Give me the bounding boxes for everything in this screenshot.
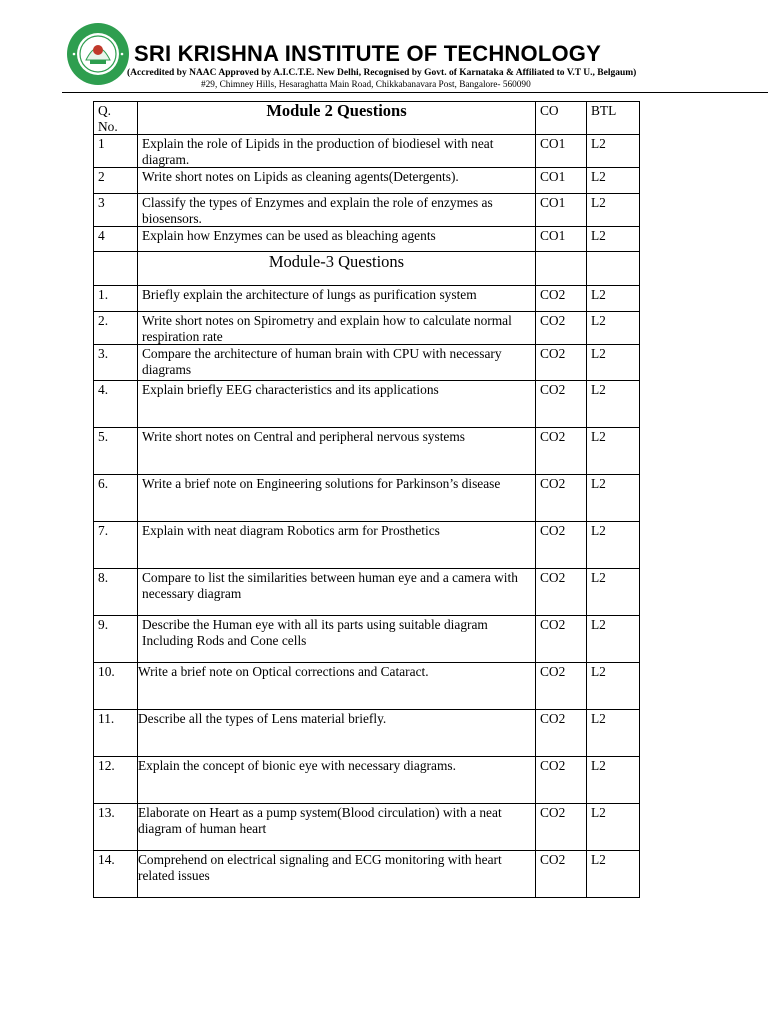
btl-value: L2 bbox=[587, 381, 640, 428]
question-number: 2. bbox=[94, 312, 138, 345]
empty-cell bbox=[536, 252, 587, 286]
question-text: Write short notes on Spirometry and explain how to calculate normal respiration rate bbox=[138, 312, 536, 345]
question-text: Explain with neat diagram Robotics arm for Prosthetics bbox=[138, 522, 536, 569]
btl-value: L2 bbox=[587, 286, 640, 312]
btl-value: L2 bbox=[587, 710, 640, 757]
btl-value: L2 bbox=[587, 312, 640, 345]
question-number: 7. bbox=[94, 522, 138, 569]
btl-value: L2 bbox=[587, 428, 640, 475]
question-text: Write short notes on Lipids as cleaning agents(Detergents). bbox=[138, 168, 536, 194]
question-number: 3 bbox=[94, 194, 138, 227]
table-row bbox=[94, 475, 640, 522]
co-value: CO1 bbox=[536, 135, 587, 168]
table-row bbox=[94, 663, 640, 710]
institute-name: SRI KRISHNA INSTITUTE OF TECHNOLOGY bbox=[134, 41, 601, 66]
empty-cell bbox=[94, 252, 138, 286]
btl-value: L2 bbox=[587, 616, 640, 663]
co-value: CO1 bbox=[536, 194, 587, 227]
empty-cell bbox=[587, 252, 640, 286]
co-value: CO2 bbox=[536, 569, 587, 616]
question-number: 14. bbox=[94, 851, 138, 898]
table-row bbox=[94, 851, 640, 898]
table-row bbox=[94, 227, 640, 252]
table-row bbox=[94, 428, 640, 475]
btl-value: L2 bbox=[587, 168, 640, 194]
module3-heading: Module-3 Questions bbox=[138, 252, 536, 286]
btl-value: L2 bbox=[587, 663, 640, 710]
question-text: Compare the architecture of human brain with CPU with necessary diagrams bbox=[138, 345, 536, 381]
co-value: CO2 bbox=[536, 345, 587, 381]
table-row bbox=[94, 381, 640, 428]
co-value: CO2 bbox=[536, 757, 587, 804]
question-number: 4. bbox=[94, 381, 138, 428]
question-number: 4 bbox=[94, 227, 138, 252]
question-text: Explain the concept of bionic eye with necessary diagrams. bbox=[138, 757, 536, 804]
question-number: 6. bbox=[94, 475, 138, 522]
co-value: CO2 bbox=[536, 710, 587, 757]
co-value: CO2 bbox=[536, 522, 587, 569]
table-row bbox=[94, 522, 640, 569]
question-text: Elaborate on Heart as a pump system(Blood circulation) with a neat diagram of human heart bbox=[138, 804, 536, 851]
co-value: CO1 bbox=[536, 227, 587, 252]
co-value: CO2 bbox=[536, 381, 587, 428]
table-row bbox=[94, 286, 640, 312]
btl-value: L2 bbox=[587, 757, 640, 804]
question-text: Comprehend on electrical signaling and ECG monitoring with heart related issues bbox=[138, 851, 536, 898]
btl-value: L2 bbox=[587, 475, 640, 522]
question-text: Compare to list the similarities between human eye and a camera with necessary diagram bbox=[138, 569, 536, 616]
table-row bbox=[94, 168, 640, 194]
table-row bbox=[94, 194, 640, 227]
question-table bbox=[93, 101, 640, 898]
btl-value: L2 bbox=[587, 851, 640, 898]
module2-heading: Module 2 Questions bbox=[138, 102, 536, 135]
table-header-row bbox=[94, 102, 640, 135]
table-row bbox=[94, 312, 640, 345]
table-row bbox=[94, 616, 640, 663]
question-number: 11. bbox=[94, 710, 138, 757]
table-row bbox=[94, 345, 640, 381]
question-text: Briefly explain the architecture of lungs as purification system bbox=[138, 286, 536, 312]
question-number: 5. bbox=[94, 428, 138, 475]
question-text: Write a brief note on Engineering solutions for Parkinson’s disease bbox=[138, 475, 536, 522]
table-row bbox=[94, 710, 640, 757]
question-number: 1 bbox=[94, 135, 138, 168]
question-number: 10. bbox=[94, 663, 138, 710]
co-value: CO2 bbox=[536, 616, 587, 663]
qno-header: Q. No. bbox=[94, 102, 138, 135]
institute-address: #29, Chimney Hills, Hesaraghatta Main Road, Chikkabanavara Post, Bangalore- 560090 bbox=[201, 80, 531, 90]
btl-value: L2 bbox=[587, 194, 640, 227]
module3-heading-row bbox=[94, 252, 640, 286]
co-value: CO2 bbox=[536, 663, 587, 710]
question-text: Explain briefly EEG characteristics and its applications bbox=[138, 381, 536, 428]
table-row bbox=[94, 135, 640, 168]
co-header: CO bbox=[536, 102, 587, 135]
question-text: Write a brief note on Optical corrections and Cataract. bbox=[138, 663, 536, 710]
question-number: 13. bbox=[94, 804, 138, 851]
accreditation-line: (Accredited by NAAC Approved by A.I.C.T.E. New Delhi, Recognised by Govt. of Karnataka & Affiliated to V.T U., Belgaum) bbox=[127, 68, 637, 78]
btl-value: L2 bbox=[587, 569, 640, 616]
co-value: CO2 bbox=[536, 312, 587, 345]
question-number: 3. bbox=[94, 345, 138, 381]
table-row bbox=[94, 569, 640, 616]
btl-value: L2 bbox=[587, 227, 640, 252]
question-number: 1. bbox=[94, 286, 138, 312]
question-text: Classify the types of Enzymes and explain the role of enzymes as biosensors. bbox=[138, 194, 536, 227]
btl-value: L2 bbox=[587, 135, 640, 168]
institute-logo bbox=[66, 22, 130, 86]
question-text: Describe the Human eye with all its parts using suitable diagram Including Rods and Cone cells bbox=[138, 616, 536, 663]
co-value: CO2 bbox=[536, 475, 587, 522]
table-row bbox=[94, 757, 640, 804]
co-value: CO2 bbox=[536, 851, 587, 898]
question-text: Explain the role of Lipids in the production of biodiesel with neat diagram. bbox=[138, 135, 536, 168]
btl-value: L2 bbox=[587, 804, 640, 851]
co-value: CO2 bbox=[536, 428, 587, 475]
header-divider bbox=[62, 92, 768, 93]
question-number: 9. bbox=[94, 616, 138, 663]
co-value: CO2 bbox=[536, 804, 587, 851]
question-text: Describe all the types of Lens material briefly. bbox=[138, 710, 536, 757]
question-number: 12. bbox=[94, 757, 138, 804]
table-row bbox=[94, 804, 640, 851]
question-text: Write short notes on Central and peripheral nervous systems bbox=[138, 428, 536, 475]
btl-header: BTL bbox=[587, 102, 640, 135]
question-number: 2 bbox=[94, 168, 138, 194]
co-value: CO1 bbox=[536, 168, 587, 194]
question-number: 8. bbox=[94, 569, 138, 616]
btl-value: L2 bbox=[587, 522, 640, 569]
question-text: Explain how Enzymes can be used as bleaching agents bbox=[138, 227, 536, 252]
btl-value: L2 bbox=[587, 345, 640, 381]
co-value: CO2 bbox=[536, 286, 587, 312]
